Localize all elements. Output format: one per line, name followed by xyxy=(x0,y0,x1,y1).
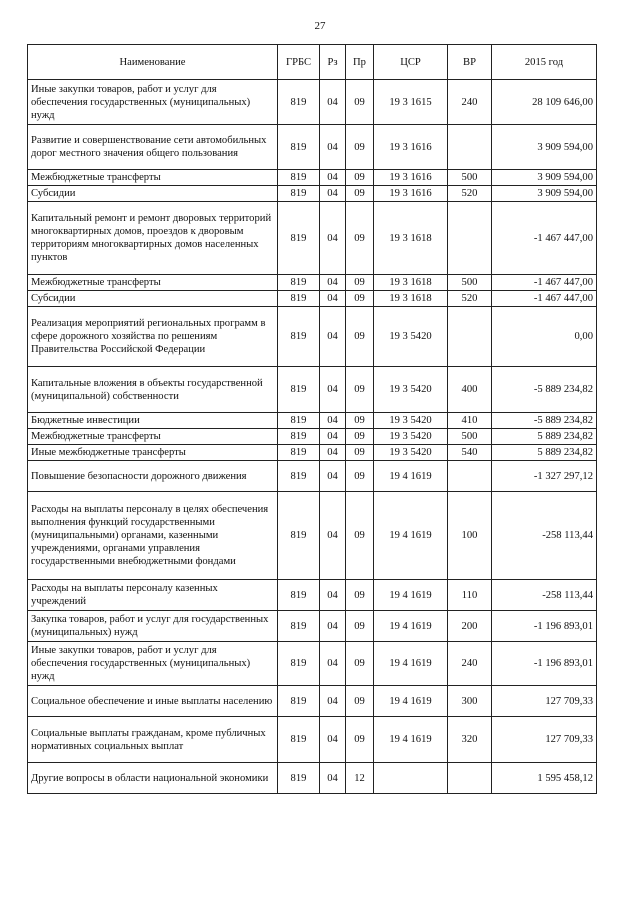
header-rz: Рз xyxy=(320,45,346,80)
header-name: Наименование xyxy=(28,45,278,80)
row-grbs: 819 xyxy=(278,367,320,413)
page-number: 27 xyxy=(314,20,326,32)
row-csr: 19 3 1618 xyxy=(374,291,448,307)
row-grbs: 819 xyxy=(278,170,320,186)
header-amount: 2015 год xyxy=(492,45,597,80)
row-csr: 19 3 5420 xyxy=(374,307,448,367)
row-grbs: 819 xyxy=(278,80,320,125)
row-amount: -5 889 234,82 xyxy=(492,413,597,429)
row-vr xyxy=(448,202,492,275)
row-csr: 19 3 1616 xyxy=(374,186,448,202)
row-rz: 04 xyxy=(320,80,346,125)
row-pr: 09 xyxy=(346,461,374,492)
row-vr xyxy=(448,307,492,367)
row-grbs: 819 xyxy=(278,763,320,794)
row-grbs: 819 xyxy=(278,717,320,763)
row-grbs: 819 xyxy=(278,125,320,170)
row-vr: 500 xyxy=(448,275,492,291)
row-csr: 19 4 1619 xyxy=(374,686,448,717)
table-row xyxy=(28,170,597,186)
row-name: Капитальные вложения в объекты государственной (муниципальной) собственности xyxy=(28,367,278,413)
row-grbs: 819 xyxy=(278,307,320,367)
row-csr: 19 4 1619 xyxy=(374,642,448,686)
row-amount: 3 909 594,00 xyxy=(492,170,597,186)
header-pr: Пр xyxy=(346,45,374,80)
table-row xyxy=(28,611,597,642)
row-rz: 04 xyxy=(320,186,346,202)
table-row xyxy=(28,461,597,492)
row-rz: 04 xyxy=(320,445,346,461)
row-csr: 19 3 1618 xyxy=(374,275,448,291)
row-pr: 09 xyxy=(346,307,374,367)
row-name: Иные закупки товаров, работ и услуг для обеспечения государственных (муниципальных) нужд xyxy=(28,80,278,125)
table-row xyxy=(28,413,597,429)
row-csr: 19 3 1618 xyxy=(374,202,448,275)
row-pr: 09 xyxy=(346,686,374,717)
row-rz: 04 xyxy=(320,291,346,307)
row-vr: 520 xyxy=(448,291,492,307)
budget-table xyxy=(27,44,597,794)
row-amount: 127 709,33 xyxy=(492,717,597,763)
row-vr: 200 xyxy=(448,611,492,642)
row-vr: 100 xyxy=(448,492,492,580)
row-name: Бюджетные инвестиции xyxy=(28,413,278,429)
row-vr: 500 xyxy=(448,429,492,445)
table-row xyxy=(28,763,597,794)
row-csr: 19 3 5420 xyxy=(374,413,448,429)
row-name: Реализация мероприятий региональных программ в сфере дорожного хозяйства по решениям Правительства Российской Федерации xyxy=(28,307,278,367)
row-pr: 09 xyxy=(346,202,374,275)
row-rz: 04 xyxy=(320,307,346,367)
table-row xyxy=(28,291,597,307)
table-row xyxy=(28,445,597,461)
row-pr: 09 xyxy=(346,413,374,429)
row-rz: 04 xyxy=(320,580,346,611)
row-name: Межбюджетные трансферты xyxy=(28,275,278,291)
row-name: Повышение безопасности дорожного движения xyxy=(28,461,278,492)
row-rz: 04 xyxy=(320,275,346,291)
table-row xyxy=(28,367,597,413)
row-csr: 19 3 1616 xyxy=(374,170,448,186)
row-grbs: 819 xyxy=(278,580,320,611)
row-rz: 04 xyxy=(320,413,346,429)
row-csr: 19 4 1619 xyxy=(374,580,448,611)
row-csr: 19 3 5420 xyxy=(374,429,448,445)
row-amount: 5 889 234,82 xyxy=(492,445,597,461)
table-header-row xyxy=(28,45,597,80)
row-vr: 240 xyxy=(448,642,492,686)
row-pr: 09 xyxy=(346,125,374,170)
row-amount: 1 595 458,12 xyxy=(492,763,597,794)
row-amount: 127 709,33 xyxy=(492,686,597,717)
row-pr: 12 xyxy=(346,763,374,794)
row-name: Социальные выплаты гражданам, кроме публичных нормативных социальных выплат xyxy=(28,717,278,763)
row-vr: 520 xyxy=(448,186,492,202)
row-name: Другие вопросы в области национальной экономики xyxy=(28,763,278,794)
row-rz: 04 xyxy=(320,202,346,275)
row-grbs: 819 xyxy=(278,275,320,291)
row-pr: 09 xyxy=(346,80,374,125)
row-pr: 09 xyxy=(346,492,374,580)
header-csr: ЦСР xyxy=(374,45,448,80)
row-name: Развитие и совершенствование сети автомобильных дорог местного значения общего пользования xyxy=(28,125,278,170)
row-rz: 04 xyxy=(320,611,346,642)
row-pr: 09 xyxy=(346,429,374,445)
row-rz: 04 xyxy=(320,367,346,413)
row-csr: 19 3 5420 xyxy=(374,445,448,461)
row-rz: 04 xyxy=(320,686,346,717)
row-pr: 09 xyxy=(346,717,374,763)
row-vr: 300 xyxy=(448,686,492,717)
row-pr: 09 xyxy=(346,186,374,202)
row-amount: -1 467 447,00 xyxy=(492,202,597,275)
table-row xyxy=(28,642,597,686)
row-csr: 19 4 1619 xyxy=(374,492,448,580)
row-grbs: 819 xyxy=(278,686,320,717)
row-grbs: 819 xyxy=(278,291,320,307)
table-row xyxy=(28,717,597,763)
row-vr xyxy=(448,763,492,794)
row-pr: 09 xyxy=(346,170,374,186)
table-row xyxy=(28,307,597,367)
row-vr: 400 xyxy=(448,367,492,413)
row-csr xyxy=(374,763,448,794)
row-amount: 3 909 594,00 xyxy=(492,125,597,170)
row-vr xyxy=(448,125,492,170)
row-rz: 04 xyxy=(320,717,346,763)
row-vr xyxy=(448,461,492,492)
row-grbs: 819 xyxy=(278,413,320,429)
row-rz: 04 xyxy=(320,461,346,492)
row-csr: 19 3 1615 xyxy=(374,80,448,125)
row-amount: -1 196 893,01 xyxy=(492,642,597,686)
row-grbs: 819 xyxy=(278,461,320,492)
row-amount: -258 113,44 xyxy=(492,580,597,611)
row-amount: 0,00 xyxy=(492,307,597,367)
row-name: Межбюджетные трансферты xyxy=(28,429,278,445)
row-rz: 04 xyxy=(320,763,346,794)
row-name: Межбюджетные трансферты xyxy=(28,170,278,186)
row-amount: 5 889 234,82 xyxy=(492,429,597,445)
table-row xyxy=(28,275,597,291)
row-name: Иные межбюджетные трансферты xyxy=(28,445,278,461)
row-pr: 09 xyxy=(346,642,374,686)
row-vr: 320 xyxy=(448,717,492,763)
row-csr: 19 4 1619 xyxy=(374,461,448,492)
row-name: Капитальный ремонт и ремонт дворовых территорий многоквартирных домов, проездов к дворовым территориям многоквартирных домов населенных пунктов xyxy=(28,202,278,275)
row-name: Закупка товаров, работ и услуг для государственных (муниципальных) нужд xyxy=(28,611,278,642)
row-name: Иные закупки товаров, работ и услуг для обеспечения государственных (муниципальных) нужд xyxy=(28,642,278,686)
header-vr: ВР xyxy=(448,45,492,80)
row-pr: 09 xyxy=(346,580,374,611)
row-csr: 19 4 1619 xyxy=(374,717,448,763)
row-amount: -5 889 234,82 xyxy=(492,367,597,413)
row-rz: 04 xyxy=(320,642,346,686)
row-grbs: 819 xyxy=(278,642,320,686)
table-row xyxy=(28,80,597,125)
row-vr: 110 xyxy=(448,580,492,611)
row-vr: 540 xyxy=(448,445,492,461)
row-amount: -1 196 893,01 xyxy=(492,611,597,642)
row-name: Социальное обеспечение и иные выплаты населению xyxy=(28,686,278,717)
row-csr: 19 4 1619 xyxy=(374,611,448,642)
table-row xyxy=(28,492,597,580)
row-name: Субсидии xyxy=(28,291,278,307)
table-row xyxy=(28,125,597,170)
row-amount: -1 327 297,12 xyxy=(492,461,597,492)
row-name: Субсидии xyxy=(28,186,278,202)
row-pr: 09 xyxy=(346,611,374,642)
row-pr: 09 xyxy=(346,291,374,307)
row-grbs: 819 xyxy=(278,492,320,580)
row-grbs: 819 xyxy=(278,611,320,642)
row-csr: 19 3 1616 xyxy=(374,125,448,170)
table-row xyxy=(28,580,597,611)
table-row xyxy=(28,429,597,445)
row-vr: 240 xyxy=(448,80,492,125)
row-amount: -1 467 447,00 xyxy=(492,275,597,291)
row-grbs: 819 xyxy=(278,202,320,275)
row-amount: 3 909 594,00 xyxy=(492,186,597,202)
row-rz: 04 xyxy=(320,492,346,580)
row-pr: 09 xyxy=(346,445,374,461)
row-pr: 09 xyxy=(346,367,374,413)
table-row xyxy=(28,686,597,717)
row-amount: 28 109 646,00 xyxy=(492,80,597,125)
row-vr: 500 xyxy=(448,170,492,186)
row-amount: -258 113,44 xyxy=(492,492,597,580)
row-grbs: 819 xyxy=(278,186,320,202)
row-grbs: 819 xyxy=(278,445,320,461)
row-rz: 04 xyxy=(320,125,346,170)
row-amount: -1 467 447,00 xyxy=(492,291,597,307)
row-csr: 19 3 5420 xyxy=(374,367,448,413)
row-grbs: 819 xyxy=(278,429,320,445)
header-grbs: ГРБС xyxy=(278,45,320,80)
table-row xyxy=(28,202,597,275)
table-row xyxy=(28,186,597,202)
row-pr: 09 xyxy=(346,275,374,291)
row-name: Расходы на выплаты персоналу в целях обеспечения выполнения функций государственными (муниципальными) органами, казенными учреждениями, органами управления государственными внебюджетными фондами xyxy=(28,492,278,580)
row-name: Расходы на выплаты персоналу казенных учреждений xyxy=(28,580,278,611)
row-rz: 04 xyxy=(320,170,346,186)
row-vr: 410 xyxy=(448,413,492,429)
row-rz: 04 xyxy=(320,429,346,445)
